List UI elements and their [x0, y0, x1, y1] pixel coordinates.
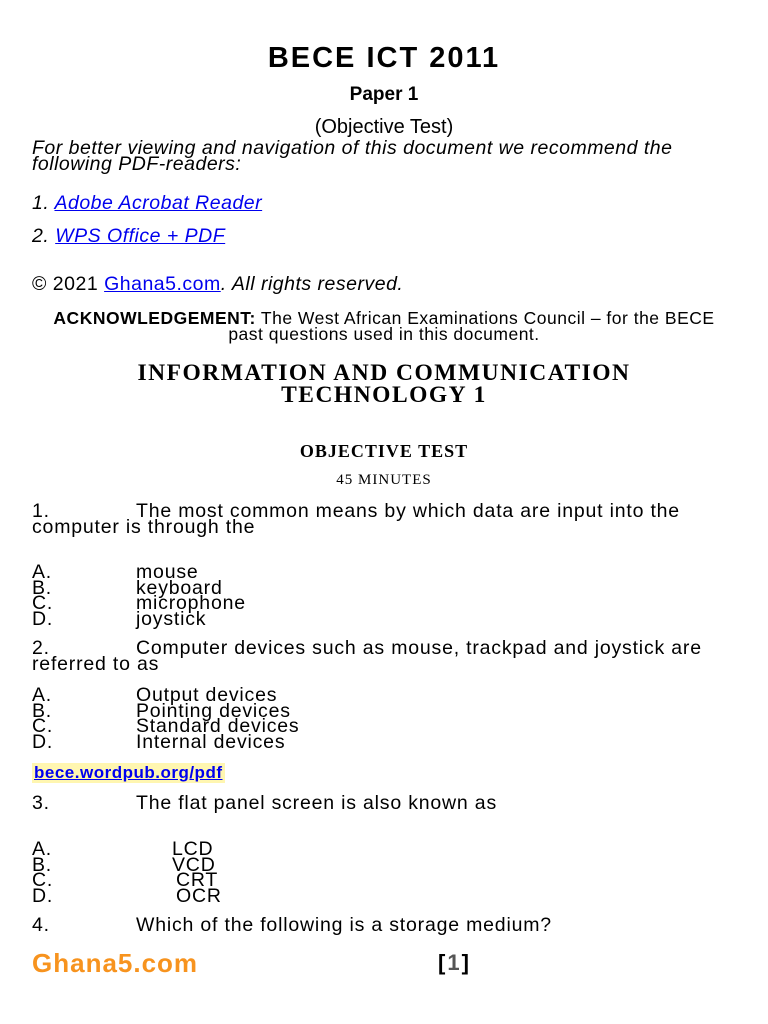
question-text: The most common means by which data are input into the computer is through the: [32, 500, 680, 538]
option-b[interactable]: B. Pointing devices: [32, 699, 291, 722]
question-2-options: [32, 684, 300, 753]
option-d[interactable]: D. Internal devices: [32, 730, 286, 753]
copyright-site-link[interactable]: Ghana5.com: [104, 273, 221, 295]
option-c[interactable]: C. Standard devices: [32, 715, 300, 737]
copyright-suffix: . All rights reserved.: [220, 273, 404, 295]
document-title: BECE ICT 2011: [267, 42, 501, 74]
site-link-box: [32, 763, 225, 783]
wordpub-link[interactable]: bece.wordpub.org/pdf: [34, 763, 223, 782]
question-number: 3.: [32, 792, 50, 814]
question-number: 1.: [32, 500, 50, 522]
page-number-value: 1: [447, 950, 462, 975]
option-d[interactable]: D. OCR: [32, 884, 222, 907]
paper-label: Paper 1: [349, 84, 419, 105]
subject-heading: [0, 362, 768, 406]
reader-item-2: [32, 225, 225, 248]
option-c[interactable]: C. CRT: [32, 869, 219, 891]
option-b[interactable]: B. VCD: [32, 853, 216, 876]
reader-recommendation: For better viewing and navigation of this document we recommend the following PDF-readers:: [32, 137, 673, 175]
question-1: [32, 500, 744, 538]
question-4: [32, 914, 744, 936]
reader-number: 1.: [32, 192, 50, 214]
wps-office-link[interactable]: WPS Office + PDF: [55, 225, 226, 247]
acknowledgement: [0, 310, 768, 342]
option-b[interactable]: B. keyboard: [32, 576, 223, 599]
acknowledgement-label: ACKNOWLEDGEMENT:: [53, 308, 256, 328]
question-2: [32, 637, 744, 675]
reader-number: 2.: [32, 225, 50, 247]
question-3: [32, 792, 744, 814]
footer-brand: Ghana5.com: [32, 948, 199, 978]
option-d[interactable]: D. joystick: [32, 607, 207, 630]
page-number: [1]: [438, 950, 471, 975]
reader-item-1: [32, 192, 262, 215]
test-type: OBJECTIVE TEST: [299, 441, 469, 461]
option-a[interactable]: A. Output devices: [32, 684, 278, 706]
adobe-reader-link[interactable]: Adobe Acrobat Reader: [54, 192, 263, 214]
question-3-options: [32, 838, 222, 907]
copyright-line: [32, 273, 403, 296]
question-text: Computer devices such as mouse, trackpad and joystick are referred to as: [32, 637, 702, 675]
copyright-prefix: © 2021: [32, 273, 99, 295]
question-number: 2.: [32, 637, 50, 659]
option-a[interactable]: A. mouse: [32, 561, 199, 583]
option-a[interactable]: A. LCD: [32, 838, 214, 860]
option-c[interactable]: C. microphone: [32, 592, 246, 614]
question-text: The flat panel screen is also known as: [136, 792, 497, 814]
question-1-options: [32, 561, 246, 630]
acknowledgement-text: The West African Examinations Council – for the BECE past questions used in this document.: [228, 308, 715, 344]
question-number: 4.: [32, 914, 50, 936]
duration: 45 MINUTES: [336, 472, 432, 488]
objective-label: (Objective Test): [314, 116, 454, 138]
question-text: Which of the following is a storage medium?: [136, 914, 552, 936]
subject-title: INFORMATION AND COMMUNICATION TECHNOLOGY 1: [137, 360, 631, 408]
